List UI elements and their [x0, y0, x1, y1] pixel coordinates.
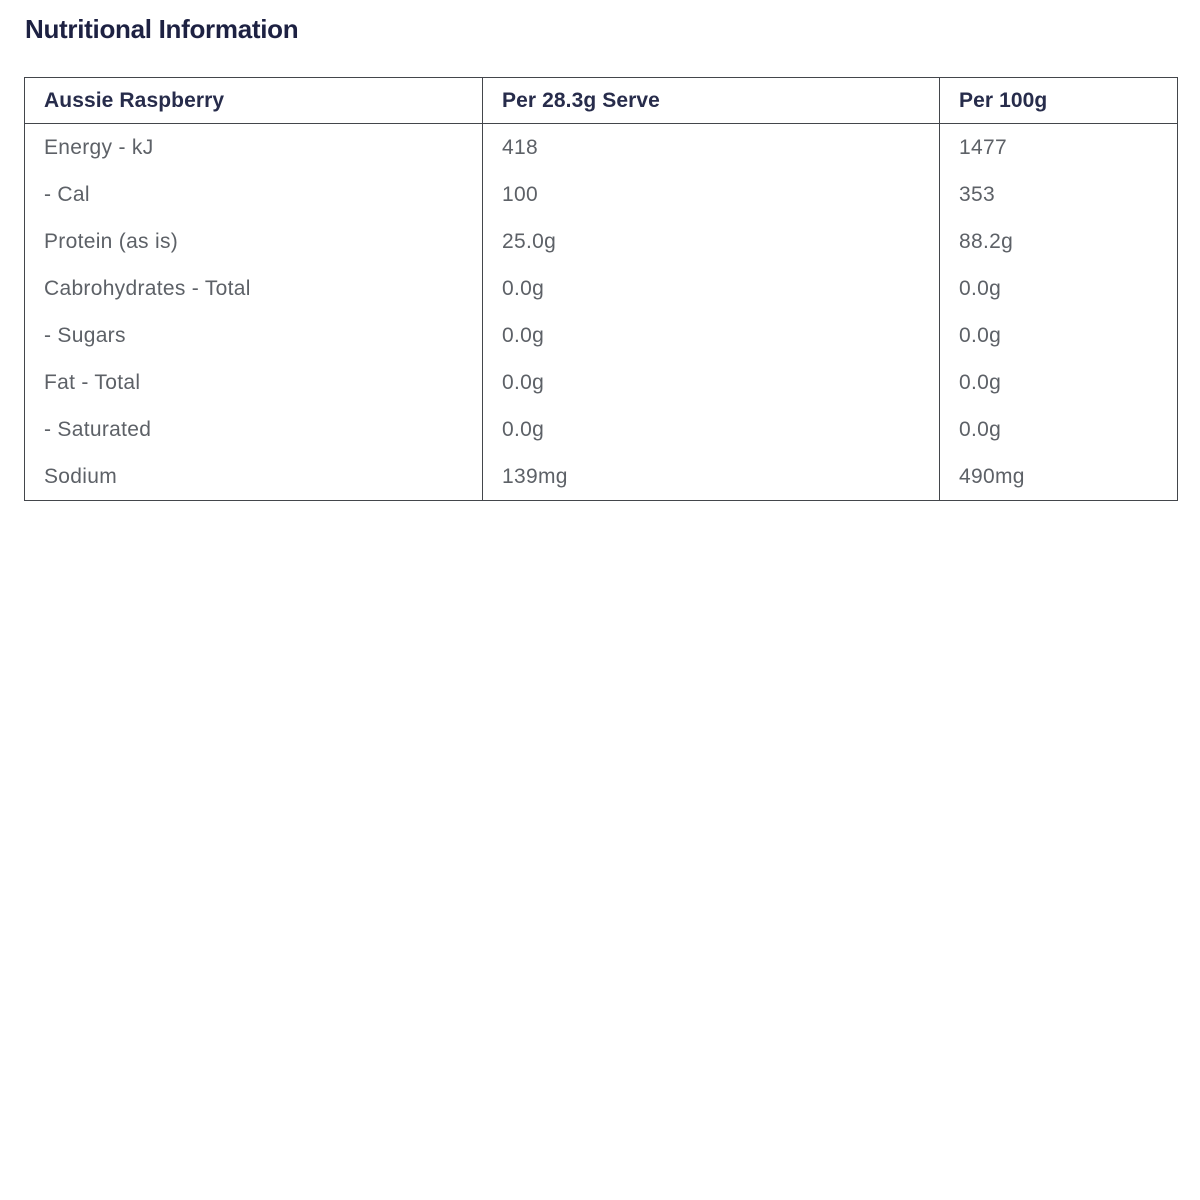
per-serve-value-cell: 0.0g [483, 359, 940, 406]
table-row [25, 124, 1178, 172]
per-serve-value-cell: 0.0g [483, 312, 940, 359]
nutrient-label-cell: Protein (as is) [25, 218, 483, 265]
table-row [25, 265, 1178, 312]
per-serve-value-cell: 100 [483, 171, 940, 218]
nutrient-label-cell: - Sugars [25, 312, 483, 359]
per-100g-value-cell: 353 [940, 171, 1178, 218]
column-header-flavour: Aussie Raspberry [25, 78, 483, 124]
page-title: Nutritional Information [25, 14, 299, 44]
column-header-per-serve: Per 28.3g Serve [483, 78, 940, 124]
per-100g-value-cell: 490mg [940, 453, 1178, 501]
per-100g-value-cell: 88.2g [940, 218, 1178, 265]
content-area [0, 0, 1200, 501]
nutrient-label-cell: Fat - Total [25, 359, 483, 406]
per-100g-value-cell: 0.0g [940, 312, 1178, 359]
table-row [25, 453, 1178, 501]
per-serve-value-cell: 0.0g [483, 406, 940, 453]
column-header-per-100g: Per 100g [940, 78, 1178, 124]
per-100g-value-cell: 0.0g [940, 265, 1178, 312]
per-serve-value-cell: 418 [483, 124, 940, 172]
nutrition-table-body [25, 124, 1178, 501]
nutrient-label-cell: - Cal [25, 171, 483, 218]
per-100g-value-cell: 0.0g [940, 359, 1178, 406]
per-serve-value-cell: 25.0g [483, 218, 940, 265]
nutrition-table-head [25, 78, 1178, 124]
table-row [25, 218, 1178, 265]
nutrient-label-cell: - Saturated [25, 406, 483, 453]
nutrient-label-cell: Energy - kJ [25, 124, 483, 172]
table-row [25, 171, 1178, 218]
table-row [25, 406, 1178, 453]
per-serve-value-cell: 139mg [483, 453, 940, 501]
nutrition-table [24, 77, 1178, 501]
per-serve-value-cell: 0.0g [483, 265, 940, 312]
nutrient-label-cell: Sodium [25, 453, 483, 501]
table-row [25, 359, 1178, 406]
per-100g-value-cell: 1477 [940, 124, 1178, 172]
table-row [25, 312, 1178, 359]
nutrient-label-cell: Cabrohydrates - Total [25, 265, 483, 312]
header-row [25, 78, 1178, 124]
per-100g-value-cell: 0.0g [940, 406, 1178, 453]
